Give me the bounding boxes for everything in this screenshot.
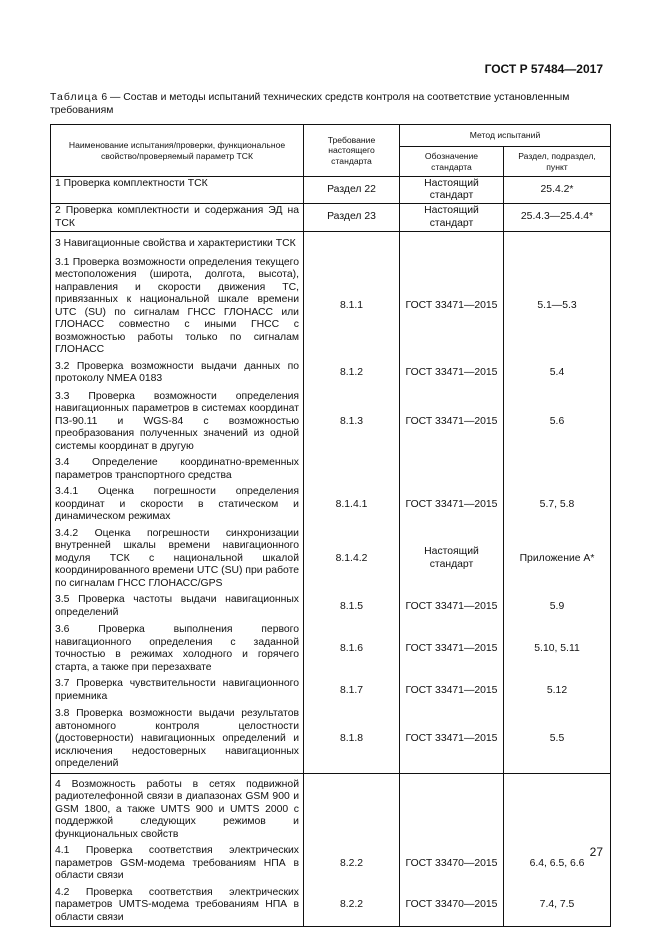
header-section-clause: Раздел, подраздел, пункт xyxy=(504,147,611,177)
row-clause: 5.5 xyxy=(504,706,611,773)
row-test-name-text: 1 Проверка комплектности ТСК xyxy=(55,178,208,189)
row-requirement: 8.1.6 xyxy=(304,622,400,676)
row-clause: 5.7, 5.8 xyxy=(504,484,611,526)
row-requirement xyxy=(304,773,400,843)
row-standard: ГОСТ 33471—2015 xyxy=(400,254,504,359)
row-test-name-text: 3.7 Проверка чувствительности навигационного приемника xyxy=(55,678,299,702)
row-test-name xyxy=(51,885,304,927)
table-row xyxy=(51,359,611,389)
table-row xyxy=(51,592,611,622)
row-clause: 5.9 xyxy=(504,592,611,622)
row-test-name xyxy=(51,389,304,456)
row-test-name xyxy=(51,843,304,885)
row-requirement: Раздел 22 xyxy=(304,177,400,204)
table-row xyxy=(51,622,611,676)
row-standard: ГОСТ 33471—2015 xyxy=(400,676,504,706)
row-clause: 7.4, 7.5 xyxy=(504,885,611,927)
table-caption xyxy=(50,92,610,117)
row-test-name xyxy=(51,359,304,389)
document-code: ГОСТ Р 57484—2017 xyxy=(484,62,603,76)
row-clause: 5.10, 5.11 xyxy=(504,622,611,676)
row-test-name xyxy=(51,676,304,706)
table-row xyxy=(51,232,611,254)
row-test-name-text: 3.4 Определение координатно-временных параметров транспортного средства xyxy=(55,457,299,481)
page-number: 27 xyxy=(589,845,603,859)
row-test-name xyxy=(51,706,304,773)
row-test-name xyxy=(51,484,304,526)
row-clause xyxy=(504,455,611,484)
row-standard: ГОСТ 33470—2015 xyxy=(400,843,504,885)
row-test-name xyxy=(51,773,304,843)
row-clause: 5.4 xyxy=(504,359,611,389)
row-standard: Настоящий стандарт xyxy=(400,204,504,232)
row-test-name xyxy=(51,455,304,484)
row-clause xyxy=(504,773,611,843)
table-row xyxy=(51,843,611,885)
row-clause: 5.6 xyxy=(504,389,611,456)
row-test-name-text: 4.2 Проверка соответствия электрических параметров UMTS-модема требованиям НПА в области связи xyxy=(55,886,299,923)
row-test-name xyxy=(51,254,304,359)
row-test-name xyxy=(51,204,304,232)
row-clause: 5.1—5.3 xyxy=(504,254,611,359)
table-row xyxy=(51,676,611,706)
row-standard: ГОСТ 33471—2015 xyxy=(400,484,504,526)
table-row xyxy=(51,526,611,593)
row-standard: ГОСТ 33470—2015 xyxy=(400,885,504,927)
row-requirement: 8.2.2 xyxy=(304,843,400,885)
row-test-name-text: 4 Возможность работы в сетях подвижной радиотелефонной связи в диапазонах GSM 900 и GSM 1800, а также UMTS 900 и UMTS 2000 с поддержкой следующих режимов и функциональных свойств xyxy=(55,778,299,840)
table-row xyxy=(51,455,611,484)
row-requirement: 8.1.4.1 xyxy=(304,484,400,526)
row-clause: Приложение А* xyxy=(504,526,611,593)
row-standard: ГОСТ 33471—2015 xyxy=(400,622,504,676)
row-test-name xyxy=(51,526,304,593)
row-requirement: 8.1.7 xyxy=(304,676,400,706)
row-clause xyxy=(504,232,611,254)
row-test-name xyxy=(51,592,304,622)
row-test-name-text: 3.3 Проверка возможности определения навигационных параметров в системах координат ПЗ-90.11 и WGS-84 с возможностью преобразования полученных значений из одной системы координат в другую xyxy=(55,390,299,452)
row-clause: 6.4, 6.5, 6.6 xyxy=(504,843,611,885)
table-row xyxy=(51,389,611,456)
row-test-name-text: 3.4.2 Оценка погрешности синхронизации внутренней шкалы времени навигационного модуля ТСК с национальной шкалой координированного времени UTC (SU) при работе по сигналам ГНСС ГЛОНАСС/GPS xyxy=(55,527,299,589)
header-requirement: Требование настоящего стандарта xyxy=(304,125,400,177)
row-standard: ГОСТ 33471—2015 xyxy=(400,592,504,622)
row-test-name-text: 3.4.1 Оценка погрешности определения координат и скорости в статическом и динамическом режимах xyxy=(55,486,299,522)
row-standard xyxy=(400,455,504,484)
row-standard: Настоящий стандарт xyxy=(400,177,504,204)
header-standard-designation: Обозначение стандарта xyxy=(400,147,504,177)
header-test-name: Наименование испытания/проверки, функциональное свойство/проверяемый параметр ТСК xyxy=(51,125,304,177)
row-standard: ГОСТ 33471—2015 xyxy=(400,389,504,456)
row-requirement: 8.1.3 xyxy=(304,389,400,456)
row-test-name xyxy=(51,622,304,676)
row-test-name-text: 3.6 Проверка выполнения первого навигационного определения с заданной точностью в режимах холодного и горячего старта, а также при перезахвате xyxy=(55,624,299,673)
table-row xyxy=(51,254,611,359)
row-requirement: 8.1.2 xyxy=(304,359,400,389)
row-test-name-text: 4.1 Проверка соответствия электрических параметров GSM-модема требованиям НПА в области связи xyxy=(55,845,299,881)
header-test-method: Метод испытаний xyxy=(400,125,611,147)
row-test-name xyxy=(51,177,304,204)
table-caption-label: Таблица xyxy=(50,92,99,103)
row-standard xyxy=(400,773,504,843)
table-row xyxy=(51,773,611,843)
row-test-name-text: 3 Навигационные свойства и характеристики ТСК xyxy=(55,238,296,249)
test-methods-table xyxy=(50,124,611,927)
table-row xyxy=(51,204,611,232)
table-row xyxy=(51,885,611,927)
row-test-name-text: 3.2 Проверка возможности выдачи данных по протоколу NMEA 0183 xyxy=(55,360,299,384)
row-clause: 25.4.3—25.4.4* xyxy=(504,204,611,232)
row-requirement: 8.1.4.2 xyxy=(304,526,400,593)
row-requirement: 8.1.5 xyxy=(304,592,400,622)
row-requirement: 8.1.1 xyxy=(304,254,400,359)
table-caption-text: 6 — Состав и методы испытаний технических средств контроля на соответствие установленным требованиям xyxy=(50,92,570,116)
row-requirement xyxy=(304,455,400,484)
row-standard: Настоящий стандарт xyxy=(400,526,504,593)
row-test-name xyxy=(51,232,304,254)
table-row xyxy=(51,177,611,204)
row-standard: ГОСТ 33471—2015 xyxy=(400,359,504,389)
table-row xyxy=(51,484,611,526)
row-requirement xyxy=(304,232,400,254)
row-requirement: 8.2.2 xyxy=(304,885,400,927)
row-standard xyxy=(400,232,504,254)
table-row xyxy=(51,706,611,773)
row-test-name-text: 2 Проверка комплектности и содержания ЭД на ТСК xyxy=(55,205,299,229)
row-clause: 5.12 xyxy=(504,676,611,706)
row-test-name-text: 3.5 Проверка частоты выдачи навигационных определений xyxy=(55,594,299,618)
row-test-name-text: 3.8 Проверка возможности выдачи результатов автономного контроля целостности (достоверности) навигационных определений и исключения недостоверных навигационных определений xyxy=(55,708,299,769)
row-test-name-text: 3.1 Проверка возможности определения текущего местоположения (широта, долгота, высота), направления и скорости движения ТС, привязанных к национальной шкале времени UTC (SU) по сигналам ГНСС ГЛОНАСС или ГЛОНАСС совместно с иными ГНСС с возможностью работы только по сигналам ГЛОНАСС xyxy=(55,256,299,355)
row-requirement: 8.1.8 xyxy=(304,706,400,773)
row-clause: 25.4.2* xyxy=(504,177,611,204)
row-standard: ГОСТ 33471—2015 xyxy=(400,706,504,773)
row-requirement: Раздел 23 xyxy=(304,204,400,232)
